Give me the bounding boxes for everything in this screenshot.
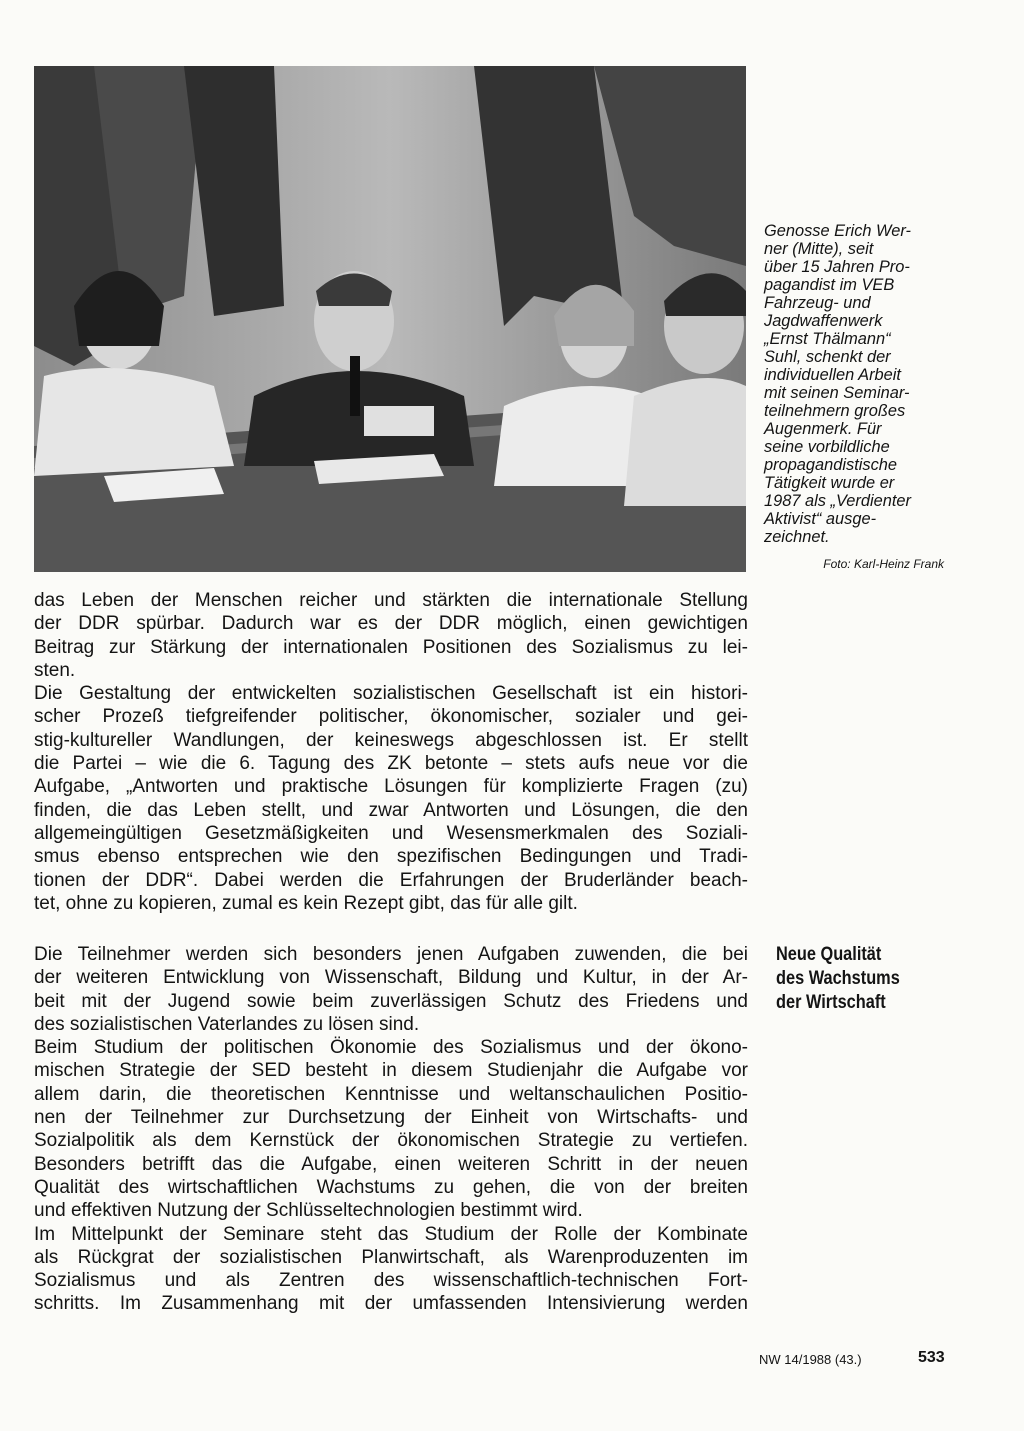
- caption-line: propagandistische: [764, 456, 898, 474]
- text-line: als Rückgrat der sozialistischen Planwirtschaft, als Warenproduzenten im: [34, 1246, 748, 1268]
- caption-line: 1987 als „Verdienter: [764, 492, 911, 510]
- journal-reference: NW 14/1988 (43.): [759, 1352, 862, 1367]
- text-line: der DDR spürbar. Dadurch war es der DDR möglich, einen gewichtigen: [34, 613, 748, 635]
- caption-line: Jagdwaffenwerk: [764, 312, 883, 330]
- text-line: Beim Studium der politischen Ökonomie des Sozialismus und der ökono-: [34, 1037, 748, 1059]
- body-text-block-2: [34, 943, 748, 1316]
- text-line: mischen Strategie der SED besteht in diesem Studienjahr die Aufgabe vor: [34, 1060, 748, 1082]
- text-line: schritts. Im Zusammenhang mit der umfassenden Intensivierung werden: [34, 1293, 748, 1315]
- caption-line: Genosse Erich Wer-: [764, 222, 911, 240]
- caption-line: „Ernst Thälmann“: [764, 330, 891, 348]
- photo: [34, 66, 746, 572]
- text-line: Beitrag zur Stärkung der internationalen Positionen des Sozialismus zu lei-: [34, 636, 748, 658]
- text-line: tionen der DDR“. Dabei werden die Erfahrungen der Bruderländer beach-: [34, 869, 748, 891]
- caption-line: Fahrzeug- und: [764, 294, 871, 312]
- side-heading: [776, 943, 900, 1015]
- caption-line: über 15 Jahren Pro-: [764, 258, 910, 276]
- caption-line: seine vorbildliche: [764, 438, 890, 456]
- text-line: Sozialismus und als Zentren des wissenschaftlich-technischen Fort-: [34, 1270, 748, 1292]
- photo-caption: [764, 222, 964, 546]
- text-line: Aufgabe, „Antworten und praktische Lösungen für komplizierte Fragen (zu): [34, 776, 748, 798]
- side-heading-line: der Wirtschaft: [776, 992, 886, 1013]
- text-line: finden, die das Leben stellt, und zwar Antworten und Lösungen, die den: [34, 799, 748, 821]
- text-line: Die Gestaltung der entwickelten sozialistischen Gesellschaft ist ein histori-: [34, 683, 748, 705]
- text-line: allem darin, die theoretischen Kenntnisse und weltanschaulichen Positio-: [34, 1083, 748, 1105]
- text-line: allgemeingültigen Gesetzmäßigkeiten und Wesensmerkmalen des Soziali-: [34, 822, 748, 844]
- text-line: Besonders betrifft das die Aufgabe, einen weiteren Schritt in der neuen: [34, 1153, 748, 1175]
- photo-credit: Foto: Karl-Heinz Frank: [823, 557, 944, 571]
- group-photo-image: [34, 66, 746, 572]
- text-line: scher Prozeß tiefgreifender politischer, ökonomischer, sozialer und gei-: [34, 706, 748, 728]
- caption-line: individuellen Arbeit: [764, 366, 901, 384]
- caption-line: zeichnet.: [764, 528, 830, 546]
- page-number: 533: [918, 1349, 945, 1366]
- text-line: der weiteren Entwicklung von Wissenschaft, Bildung und Kultur, in der Ar-: [34, 967, 748, 989]
- text-line: die Partei – wie die 6. Tagung des ZK betonte – stets aufs neue vor die: [34, 753, 748, 775]
- text-line: smus ebenso entsprechen wie den spezifischen Bedingungen und Tradi-: [34, 846, 748, 868]
- text-line: tet, ohne zu kopieren, zumal es kein Rezept gibt, das für alle gilt.: [34, 892, 578, 914]
- text-line: das Leben der Menschen reicher und stärkten die internationale Stellung: [34, 590, 748, 611]
- side-heading-line: Neue Qualität: [776, 944, 882, 965]
- caption-line: Aktivist“ ausge-: [764, 510, 877, 528]
- caption-line: mit seinen Seminar-: [764, 384, 910, 402]
- caption-line: pagandist im VEB: [764, 276, 895, 294]
- text-line: beit mit der Jugend sowie beim zuverlässigen Schutz des Friedens und: [34, 990, 748, 1012]
- text-line: nen der Teilnehmer zur Durchsetzung der Einheit von Wirtschafts- und: [34, 1107, 748, 1129]
- text-line: Sozialpolitik als dem Kernstück der ökonomischen Strategie zu vertiefen.: [34, 1130, 748, 1152]
- text-line: stig-kultureller Wandlungen, der keineswegs abgeschlossen ist. Er stellt: [34, 729, 748, 751]
- caption-line: teilnehmern großes: [764, 402, 906, 420]
- text-line: Die Teilnehmer werden sich besonders jenen Aufgaben zuwenden, die bei: [34, 944, 748, 965]
- caption-line: ner (Mitte), seit: [764, 240, 874, 258]
- text-line: Qualität des wirtschaftlichen Wachstums zu gehen, die von der breiten: [34, 1176, 748, 1198]
- side-heading-line: des Wachstums: [776, 968, 900, 989]
- caption-line: Suhl, schenkt der: [764, 348, 891, 366]
- text-line: des sozialistischen Vaterlandes zu lösen sind.: [34, 1013, 420, 1035]
- text-line: und effektiven Nutzung der Schlüsseltechnologien bestimmt wird.: [34, 1200, 583, 1222]
- text-line: Im Mittelpunkt der Seminare steht das Studium der Rolle der Kombinate: [34, 1223, 748, 1245]
- body-text-block-1: [34, 589, 748, 915]
- caption-line: Augenmerk. Für: [764, 420, 882, 438]
- text-line: sten.: [34, 659, 76, 681]
- caption-line: Tätigkeit wurde er: [764, 474, 895, 492]
